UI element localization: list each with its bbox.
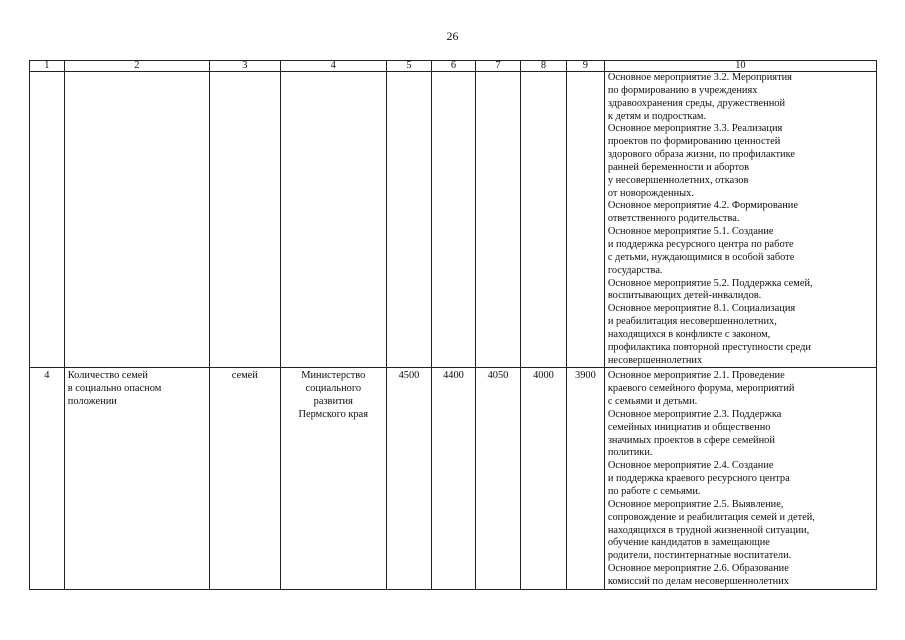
measure-text-line: с детьми, нуждающимися в особой заботе <box>607 251 795 263</box>
measure-text-line: Основное мероприятие 2.6. Образование <box>607 563 789 575</box>
col-header: 5 <box>386 61 431 72</box>
measure-text-line: по формированию в учреждениях <box>607 84 758 96</box>
col-header: 2 <box>64 61 209 72</box>
measure-text-line: находящихся в конфликте с законом, <box>607 328 771 340</box>
measure-text-line: родители, постинтернатные воспитатели. <box>607 550 792 562</box>
col-header: 10 <box>604 61 876 72</box>
measure-text-line: Основное мероприятие 3.2. Мероприятия <box>607 72 792 83</box>
indicator-name-line: Количество семей <box>67 370 148 382</box>
measure-text-line: с семьями и детьми. <box>607 396 698 408</box>
org-line: Министерство <box>301 370 366 382</box>
measure-text-line: Основное мероприятие 2.4. Создание <box>607 460 774 472</box>
measure-text-line: Основное мероприятие 2.5. Выявление, <box>607 498 784 510</box>
measure-text-line: и реабилитация несовершеннолетних, <box>607 316 777 328</box>
measure-text-line: краевого семейного форума, мероприятий <box>607 383 795 395</box>
table-row-4 <box>30 368 877 589</box>
measure-text-line: Основное мероприятие 3.3. Реализация <box>607 123 783 135</box>
measure-text-line: здравоохранения среды, дружественной <box>607 97 786 109</box>
measures-cell <box>604 368 876 589</box>
indicator-name-line: положении <box>67 396 117 408</box>
measure-text-line: Основное мероприятие 4.2. Формирование <box>607 200 798 212</box>
measure-text-line: Основное мероприятие 8.1. Социализация <box>607 303 796 315</box>
col-header: 1 <box>30 61 65 72</box>
row-number: 4 <box>30 368 65 589</box>
measure-text-line: профилактика повторной преступности среди <box>607 341 811 353</box>
table-row-continuation <box>30 72 877 368</box>
measure-text-line: сопровождение и реабилитация семей и детей, <box>607 511 815 523</box>
page-number: 26 <box>446 29 459 43</box>
measure-text-line: комиссий по делам несовершеннолетних <box>607 575 789 587</box>
measure-text-line: несовершеннолетних <box>607 354 703 366</box>
measures-cell <box>604 72 876 368</box>
value-col8: 4000 <box>520 368 566 589</box>
measure-text-line: Основное мероприятие 2.3. Поддержка <box>607 408 782 420</box>
col-header: 4 <box>280 61 386 72</box>
measure-text-line: и поддержка краевого ресурсного центра <box>607 473 790 485</box>
measure-text-line: государства. <box>607 264 663 276</box>
measure-text-line: проектов по формированию ценностей <box>607 136 781 148</box>
measure-text-line: Основное мероприятие 2.1. Проведение <box>607 370 785 382</box>
measure-text-line: здорового образа жизни, по профилактике <box>607 149 796 161</box>
org-line: Пермского края <box>298 408 369 420</box>
value-col6: 4400 <box>431 368 475 589</box>
indicator-name <box>64 368 209 589</box>
value-col7: 4050 <box>475 368 520 589</box>
col-header: 6 <box>431 61 475 72</box>
col-header: 8 <box>520 61 566 72</box>
unit: семей <box>210 368 281 589</box>
measure-text-line: у несовершеннолетних, отказов <box>607 174 749 186</box>
measure-text-line: ранней беременности и абортов <box>607 161 749 173</box>
measure-text-line: к детям и подросткам. <box>607 110 707 122</box>
measure-text-line: воспитывающих детей-инвалидов. <box>607 290 762 302</box>
header-row <box>30 61 877 72</box>
measure-text-line: семейных инициатив и общественно <box>607 421 771 433</box>
measure-text-line: находящихся в трудной жизненной ситуации, <box>607 524 810 536</box>
org-line: социального <box>305 383 362 395</box>
measure-text-line: от новорожденных. <box>607 187 694 199</box>
measures-table <box>29 60 877 590</box>
col-header: 7 <box>475 61 520 72</box>
measure-text-line: значимых проектов в сфере семейной <box>607 434 775 446</box>
responsible-org <box>280 368 386 589</box>
col-header: 9 <box>566 61 604 72</box>
measure-text-line: политики. <box>607 447 653 459</box>
measure-text-line: Основное мероприятие 5.1. Создание <box>607 226 774 238</box>
org-line: развития <box>313 396 353 408</box>
measure-text-line: Основное мероприятие 5.2. Поддержка семей, <box>607 277 813 289</box>
value-col9: 3900 <box>566 368 604 589</box>
measure-text-line: по работе с семьями. <box>607 486 701 497</box>
value-col5: 4500 <box>386 368 431 589</box>
measure-text-line: и поддержка ресурсного центра по работе <box>607 238 794 250</box>
col-header: 3 <box>210 61 281 72</box>
measure-text-line: обучение кандидатов в замещающие <box>607 537 770 549</box>
measure-text-line: ответственного родительства. <box>607 213 740 225</box>
indicator-name-line: в социально опасном <box>67 383 162 395</box>
